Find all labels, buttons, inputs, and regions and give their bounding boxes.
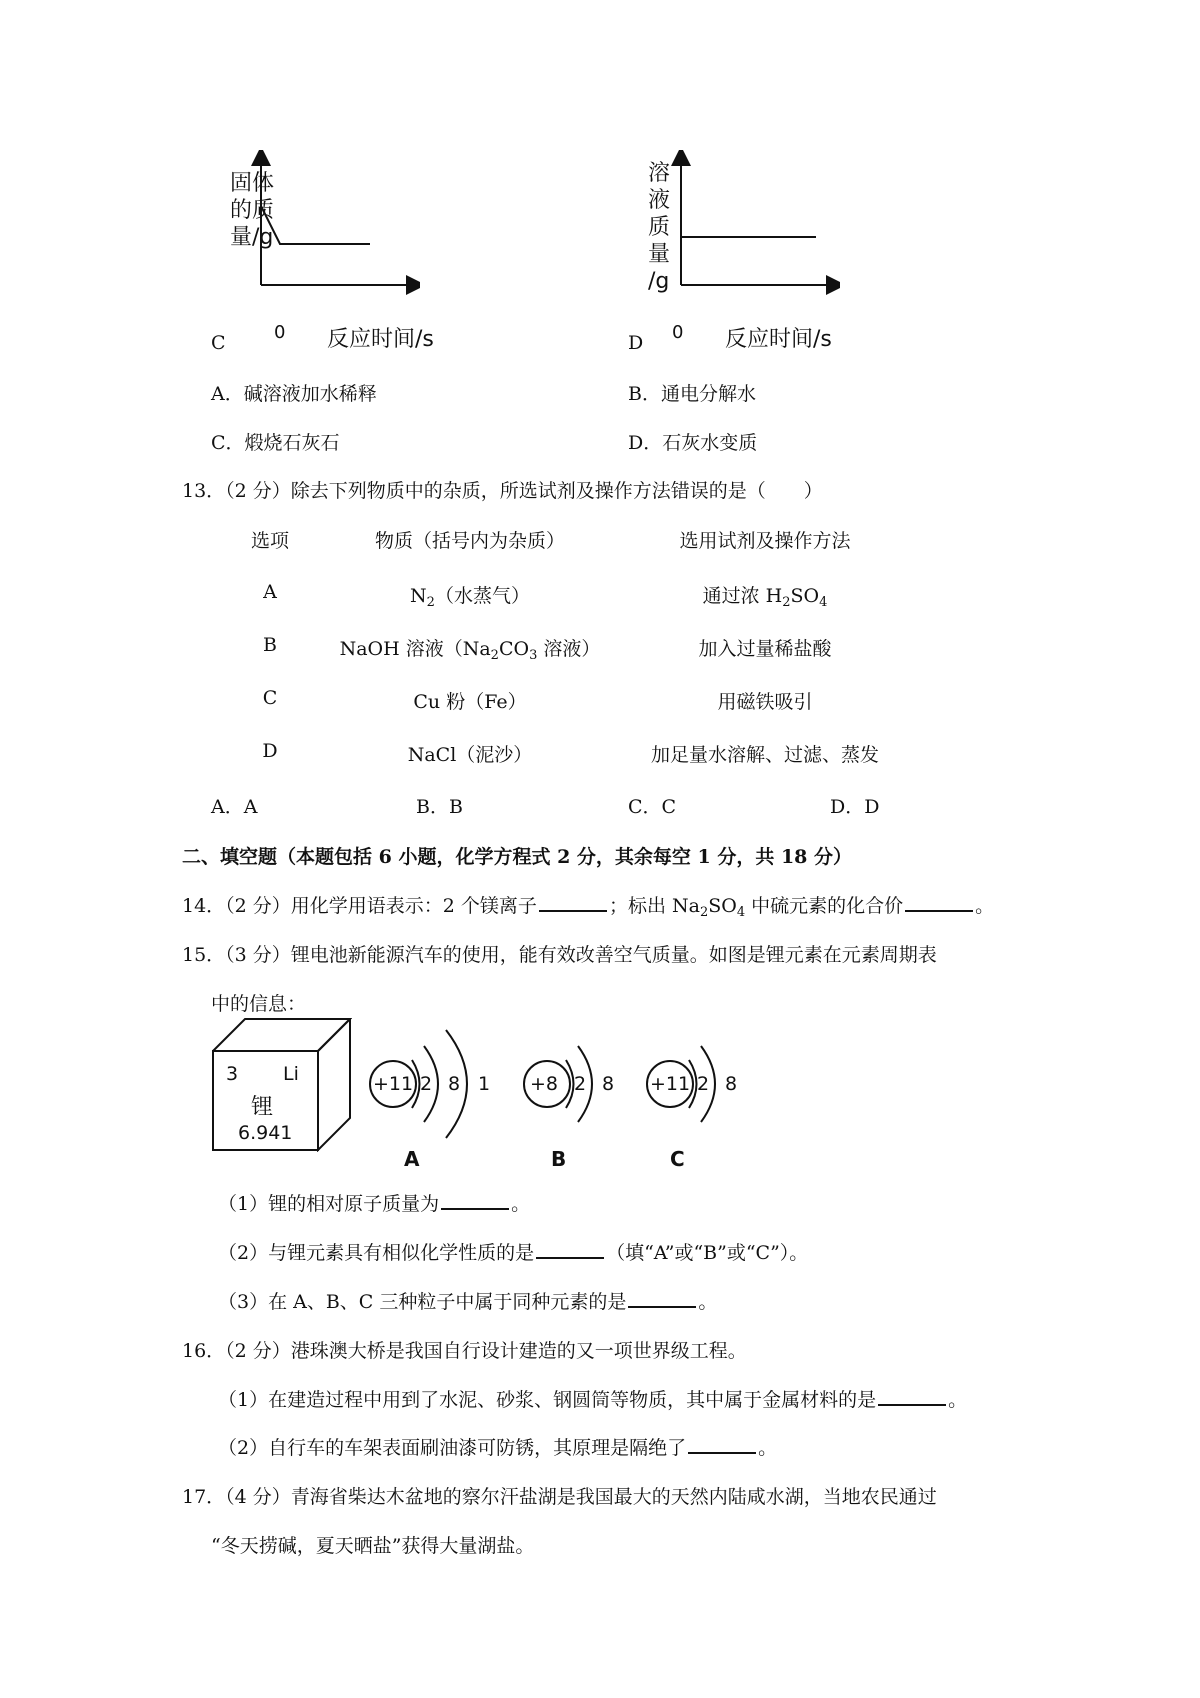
text: 。 [698,1291,718,1313]
atom-c-nucleus: +11 [650,1073,691,1095]
graph-d-xlabel: 反应时间/s [725,327,832,352]
text: 通过浓 H [702,585,783,607]
graph-c-curve [261,206,370,244]
ylabel-line: 溶 [648,161,671,186]
q13-option-a[interactable]: A．A [211,796,258,818]
ylabel-line: 质 [648,215,671,240]
text: NaOH 溶液（Na [339,638,491,660]
text: N [410,585,427,607]
atom-b-nucleus: +8 [530,1073,559,1095]
table-cell-substance [330,634,610,661]
atom-a-nucleus: +11 [373,1073,414,1095]
text: SO [790,585,820,607]
graph-c-letter: C [211,332,226,354]
ylabel-line: /g [648,269,670,294]
ylabel-line: 的质 [230,198,275,223]
graph-d-origin: 0 [672,322,684,343]
atom-a-shell-2: 8 [448,1073,461,1095]
text: CO [498,638,530,660]
text: 。 [948,1389,968,1411]
text: （2）与锂元素具有相似化学性质的是 [218,1242,535,1264]
q12-option-d[interactable]: D．石灰水变质 [628,432,758,454]
ylabel-line: 量/g [230,225,274,250]
ylabel-line: 液 [648,188,671,213]
element-symbol: Li [283,1063,299,1085]
q13-option-c[interactable]: C．C [628,796,677,818]
graph-d-axes [660,150,840,300]
text: 中硫元素的化合价 [745,895,904,917]
subscript: 2 [426,595,435,610]
q15-sub1 [218,1189,530,1216]
q13-option-b[interactable]: B．B [416,796,463,818]
ylabel-line: 量 [648,242,671,267]
atomic-number: 3 [226,1063,239,1085]
table-header: 物质（括号内为杂质） [374,530,565,552]
q12-option-c[interactable]: C．煅烧石灰石 [211,432,340,454]
table-cell-method: 加足量水溶解、过滤、蒸发 [650,744,879,766]
answer-blank[interactable] [441,1190,509,1210]
atom-b-shell-1: 2 [574,1073,587,1095]
answer-blank[interactable] [628,1288,696,1308]
text: （填“A”或“B”或“C”）。 [606,1242,809,1264]
atom-b-letter: B [551,1147,567,1171]
answer-blank[interactable] [688,1434,756,1454]
table-cell-method: 用磁铁吸引 [717,691,813,713]
answer-blank[interactable] [878,1386,946,1406]
q16-stem: 16．（2 分）港珠澳大桥是我国自行设计建造的又一项世界级工程。 [182,1340,747,1362]
text: 。 [511,1193,531,1215]
text: ；标出 Na [608,895,700,917]
atom-b-shell-2: 8 [602,1073,615,1095]
text: 14．（2 分）用化学用语表示：2 个镁离子 [182,895,537,917]
table-header: 选用试剂及操作方法 [679,530,851,552]
table-cell-method: 加入过量稀盐酸 [698,638,832,660]
graph-d-ylabel [648,160,678,295]
q12-option-a[interactable]: A．碱溶液加水稀释 [211,383,377,405]
text: （1）锂的相对原子质量为 [218,1193,440,1215]
atom-c-shell-2: 8 [725,1073,738,1095]
table-cell-substance: NaCl（泥沙） [407,744,533,766]
atom-a-shell-1: 2 [420,1073,433,1095]
table-cell-substance: Cu 粉（Fe） [413,691,527,713]
q13-option-d[interactable]: D．D [830,796,880,818]
subscript: 2 [699,905,709,920]
table-cell-substance [350,581,590,608]
atom-a-shell-3: 1 [478,1073,491,1095]
q15-sub2 [218,1238,808,1265]
atom-c-shell-1: 2 [697,1073,710,1095]
text: （3）在 A、B、C 三种粒子中属于同种元素的是 [218,1291,627,1313]
atomic-mass: 6.941 [238,1122,293,1144]
text: 。 [758,1437,778,1459]
q12-option-b[interactable]: B．通电分解水 [628,383,756,405]
text: 溶液） [537,638,601,660]
q13-stem: 13．（2 分）除去下列物质中的杂质，所选试剂及操作方法错误的是（ ） [182,480,823,502]
graph-c-xlabel: 反应时间/s [327,327,434,352]
text: 。 [975,895,995,917]
q14 [182,891,994,918]
atom-c-letter: C [670,1147,685,1171]
table-cell-option: C [262,687,278,709]
table-cell-method [640,581,890,608]
graph-d-letter: D [628,332,644,354]
section-title: 二、填空题（本题包括 6 小题，化学方程式 2 分，其余每空 1 分，共 18 分） [182,846,853,868]
answer-blank[interactable] [539,892,607,912]
answer-blank[interactable] [905,892,973,912]
text: （2）自行车的车架表面刷油漆可防锈，其原理是隔绝了 [218,1437,687,1459]
text: （1）在建造过程中用到了水泥、砂浆、钢圆筒等物质，其中属于金属材料的是 [218,1389,877,1411]
element-name: 锂 [251,1095,274,1120]
subscript: 4 [736,905,746,920]
table-cell-option: A [263,581,277,603]
atom-a-letter: A [404,1147,420,1171]
ylabel-line: 固体 [230,171,275,196]
q15-sub3 [218,1287,717,1314]
text: SO [708,895,737,917]
answer-blank[interactable] [536,1239,604,1259]
q16-sub2 [218,1433,777,1460]
graph-c-origin: 0 [274,322,286,343]
subscript: 2 [490,648,499,663]
table-cell-option: B [263,634,277,656]
q16-sub1 [218,1385,967,1412]
q17-line2: “冬天捞碱，夏天晒盐”获得大量湖盐。 [211,1535,535,1557]
subscript: 3 [529,648,538,663]
subscript: 4 [819,595,828,610]
table-cell-option: D [262,740,278,762]
q17-line1: 17．（4 分）青海省柴达木盆地的察尔汗盐湖是我国最大的天然内陆咸水湖，当地农民通过 [182,1486,937,1508]
q15-line1: 15．（3 分）锂电池新能源汽车的使用，能有效改善空气质量。如图是锂元素在元素周期表 [182,944,937,966]
graph-c-ylabel [230,170,274,251]
q15-line2: 中的信息： [211,993,307,1015]
subscript: 2 [782,595,791,610]
text: （水蒸气） [434,585,530,607]
table-header: 选项 [250,530,289,552]
